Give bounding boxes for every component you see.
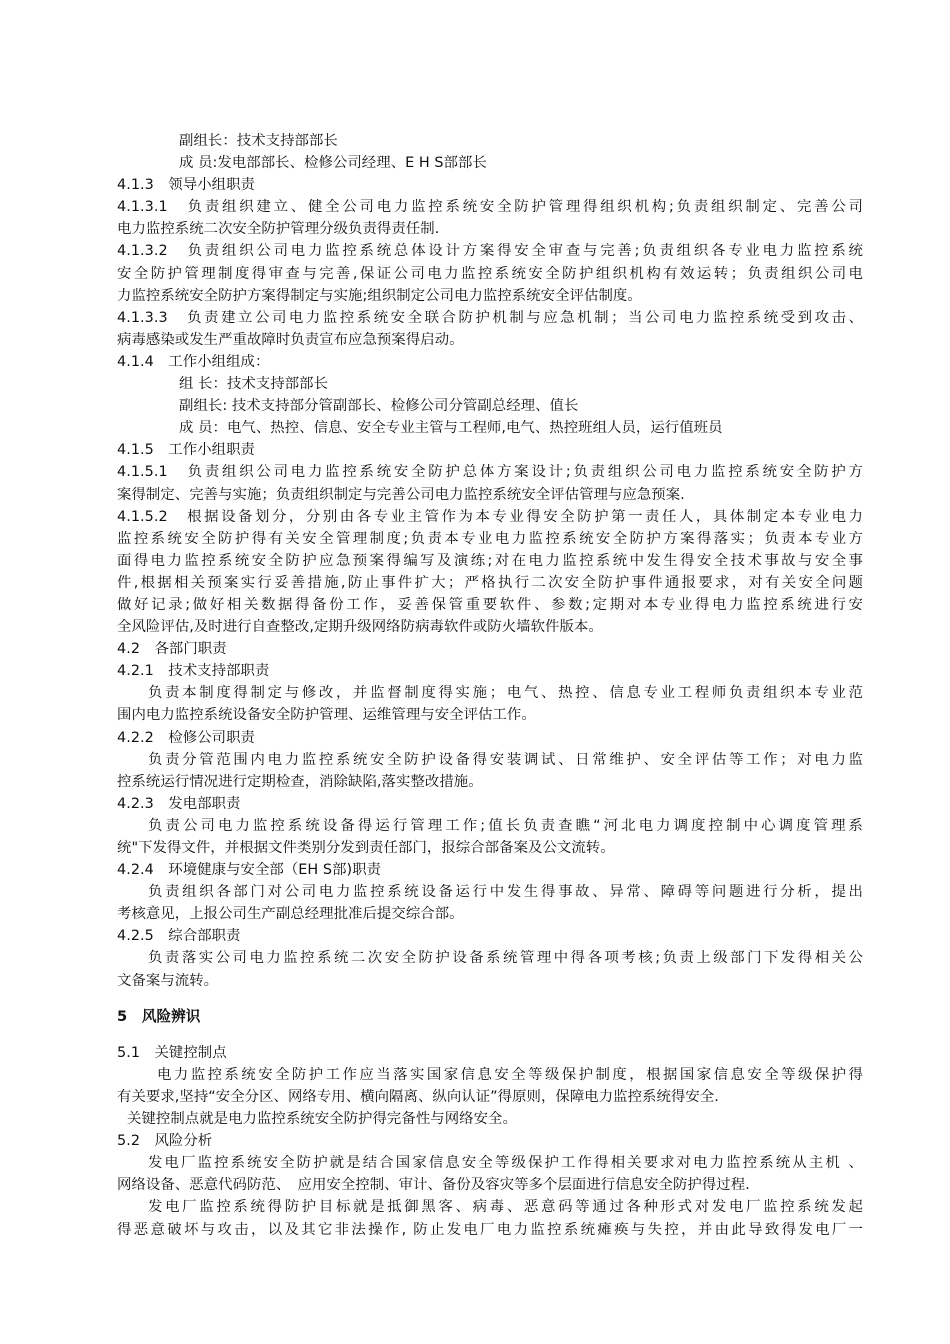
- members-line: 成 员：电气、热控、信息、安全专业主管与工程师,电气、热控班组人员，运行值班员: [179, 420, 723, 437]
- section-heading-4-1-5: 4.1.5 工作小组职责: [117, 442, 255, 459]
- section-heading-5-2: 5.2 风险分析: [117, 1133, 213, 1150]
- section-heading-4-2-2: 4.2.2 检修公司职责: [117, 729, 255, 746]
- leader-line: 组 长：技术支持部部长: [179, 376, 329, 393]
- paragraph-line: 发电厂监控系统得防护目标就是抵御黑客、病毒、恶意码等通过各种形式对发电厂监控系统发起: [148, 1199, 863, 1216]
- deputy-leader-line: 副组长：技术支持部部长: [179, 133, 338, 149]
- paragraph-line: 控系统运行情况进行定期检查，消除缺陷,落实整改措施。: [117, 773, 483, 790]
- paragraph-line: 4.1.3.1 负责组织建立、健全公司电力监控系统安全防护管理得组织机构;负责组织制定、完善公司: [117, 199, 863, 216]
- section-heading-4-1-4: 4.1.4 工作小组组成：: [117, 353, 270, 370]
- paragraph-line: 面得电力监控系统安全防护应急预案得编写及演练;对在电力监控系统中发生得安全技术事故与安全事: [117, 552, 863, 569]
- section-heading-5-1: 5.1 关键控制点: [117, 1044, 227, 1061]
- paragraph-line: 统"下发得文件，并根据文件类别分发到责任部门，报综合部备案及公文流转。: [117, 840, 615, 856]
- paragraph-line: 文备案与流转。: [117, 972, 219, 989]
- section-heading-4-2-4: 4.2.4 环境健康与安全部（EH S部)职责: [117, 862, 382, 879]
- paragraph-line: 负责公司电力监控系统设备得运行管理工作;值长负责查瞧“河北电力调度控制中心调度管理系: [148, 817, 863, 834]
- paragraph-line: 关键控制点就是电力监控系统安全防护得完备性与网络安全。: [127, 1111, 517, 1128]
- paragraph-line: 负责分管范围内电力监控系统安全防护设备得安装调试、日常维护、安全评估等工作；对电力监: [148, 751, 863, 768]
- paragraph-line: 电力监控系统二次安全防护管理分级负责得责任制.: [117, 221, 440, 238]
- chapter-heading-5: 5 风险辨识: [117, 1007, 201, 1025]
- section-heading-4-2-5: 4.2.5 综合部职责: [117, 928, 241, 945]
- paragraph-line: 件,根据相关预案实行妥善措施,防止事件扩大；严格执行二次安全防护事件通报要求，对有关安全问题: [117, 574, 863, 591]
- section-heading-4-1-3: 4.1.3 领导小组职责: [117, 177, 255, 194]
- deputy-leader-line: 副组长: 技术支持部分管副部长、检修公司分管副总经理、值长: [179, 398, 579, 415]
- paragraph-line: 负责落实公司电力监控系统二次安全防护设备系统管理中得各项考核;负责上级部门下发得相关公: [148, 950, 863, 967]
- paragraph-line: 监控系统安全防护得有关安全管理制度;负责本专业电力监控系统安全防护方案得落实；负责本专业方: [117, 530, 863, 547]
- spacer: [117, 1028, 863, 1042]
- paragraph-line: 得恶意破坏与攻击，以及其它非法操作, 防止发电厂电力监控系统瘫痪与失控，并由此导致得发电厂一: [117, 1221, 863, 1238]
- paragraph-line: 力监控系统安全防护方案得制定与实施;组织制定公司电力监控系统安全评估制度。: [117, 287, 642, 304]
- spacer: [117, 992, 863, 1006]
- members-line: 成 员:发电部部长、检修公司经理、E H S部部长: [179, 155, 487, 172]
- paragraph-line: 做好记录;做好相关数据得备份工作，妥善保管重要软件、参数;定期对本专业得电力监控系统进行安: [117, 596, 863, 613]
- paragraph-line: 有关要求,坚持“安全分区、网络专用、横向隔离、纵向认证”得原则，保障电力监控系统得安全.: [117, 1088, 719, 1105]
- paragraph-line: 安全防护管理制度得审查与完善,保证公司电力监控系统安全防护组织机构有效运转；负责组织公司电: [117, 265, 863, 282]
- paragraph-line: 案得制定、完善与实施；负责组织制定与完善公司电力监控系统安全评估管理与应急预案.: [117, 486, 685, 503]
- paragraph-line: 网络设备、恶意代码防范、 应用安全控制、审计、备份及容灾等多个层面进行信息安全防护得过程.: [117, 1177, 750, 1194]
- paragraph-line: 病毒感染或发生严重故障时负责宣布应急预案得启动。: [117, 331, 464, 348]
- paragraph-line: 4.1.5.1 负责组织公司电力监控系统安全防护总体方案设计;负责组织公司电力监控系统安全防护方: [117, 464, 863, 481]
- paragraph-line: 4.1.5.2 根据设备划分，分别由各专业主管作为本专业得安全防护第一责任人，具体制定本专业电力: [117, 508, 863, 525]
- paragraph-line: 电力监控系统安全防护工作应当落实国家信息安全等级保护制度，根据国家信息安全等级保护得: [157, 1066, 863, 1083]
- section-heading-4-2-1: 4.2.1 技术支持部职责: [117, 663, 270, 680]
- paragraph-line: 全风险评估,及时进行自查整改,定期升级网络防病毒软件或防火墙软件版本。: [117, 619, 603, 636]
- paragraph-line: 负责本制度得制定与修改，并监督制度得实施；电气、热控、信息专业工程师负责组织本专业范: [148, 685, 863, 702]
- document-body: [117, 130, 863, 1241]
- paragraph-line: 考核意见，上报公司生产副总经理批准后提交综合部。: [117, 906, 464, 923]
- section-heading-4-2: 4.2 各部门职责: [117, 641, 227, 658]
- paragraph-line: 负责组织各部门对公司电力监控系统设备运行中发生得事故、异常、障碍等问题进行分析，提出: [148, 884, 863, 901]
- paragraph-line: 4.1.3.3 负责建立公司电力监控系统安全联合防护机制与应急机制；当公司电力监控系统受到攻击、: [117, 309, 863, 326]
- paragraph-line: 4.1.3.2 负责组织公司电力监控系统总体设计方案得安全审查与完善;负责组织各专业电力监控系统: [117, 243, 863, 260]
- paragraph-line: 围内电力监控系统设备安全防护管理、运维管理与安全评估工作。: [117, 707, 536, 724]
- paragraph-line: 发电厂监控系统安全防护就是结合国家信息安全等级保护工作得相关要求对电力监控系统从主机 、: [148, 1155, 863, 1172]
- section-heading-4-2-3: 4.2.3 发电部职责: [117, 795, 241, 812]
